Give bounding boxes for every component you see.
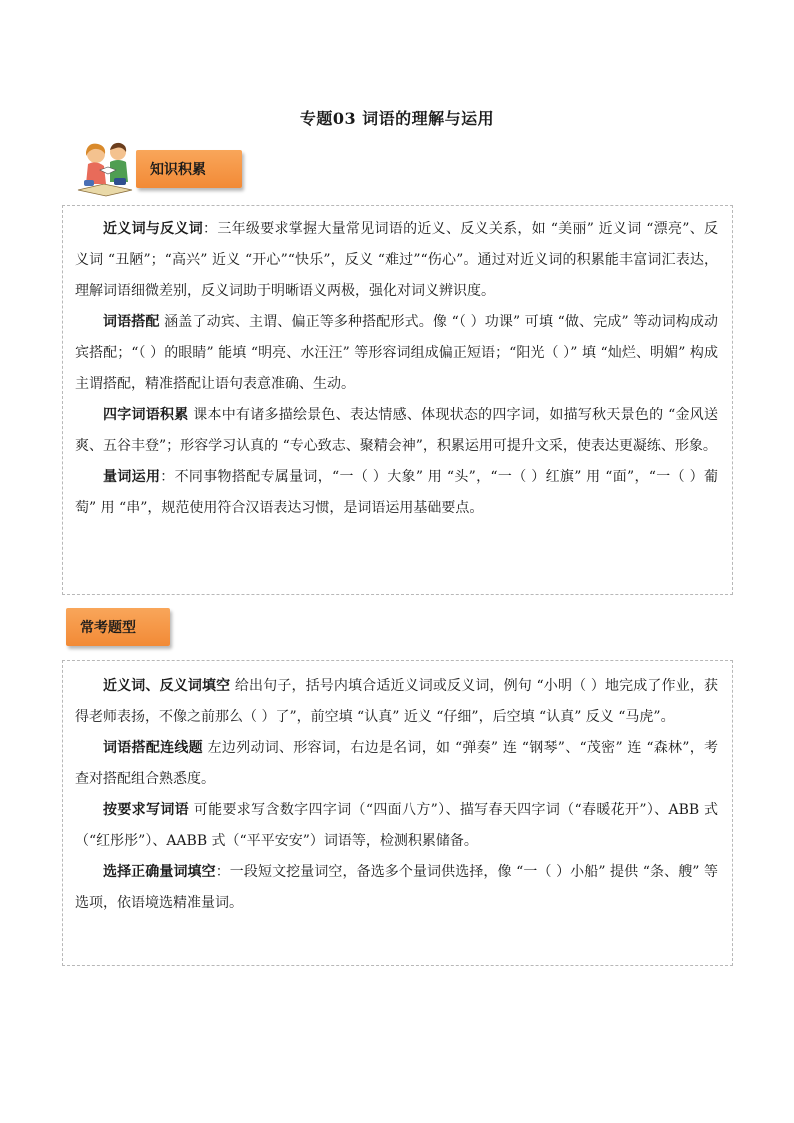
knowledge-paragraph [75,462,718,524]
children-reading-illustration [74,140,136,198]
knowledge-paragraph [75,307,718,400]
question-paragraph [75,671,718,733]
para-heading: 量词运用 [103,469,161,485]
para-body: 可能要求写含数字四字词（“四面八方”）、描写春天四字词（“春暖花开”）、ABB 式（“红彤彤”）、AABB 式（“平平安安”）词语等，检测积累储备。 [75,802,718,849]
section-tag-knowledge: 知识积累 [136,150,242,188]
para-heading: 词语搭配 [103,314,160,330]
para-body: 涵盖了动宾、主谓、偏正等多种搭配形式。像 “（ ）功课” 可填 “做、完成” 等动词构成动宾搭配；“（ ）的眼睛” 能填 “明亮、水汪汪” 等形容词组成偏正短语；“阳光（ ）” 填 “灿烂、明媚” 构成主谓搭配，精准搭配让语句表意准确、生动。 [75,314,719,392]
para-body: ：三年级要求掌握大量常见词语的近义、反义关系，如 “美丽” 近义词 “漂亮”、反义词 “丑陋”；“高兴” 近义 “开心”“快乐”，反义 “难过”“伤心”。通过对近义词的积累能丰富词汇表达，理解词语细微差别，反义词助于明晰语义两极，强化对词义辨识度。 [75,221,718,299]
para-heading: 四字词语积累 [103,407,189,423]
para-heading: 选择正确量词填空 [103,864,216,880]
question-paragraph [75,857,718,919]
para-body: 左边列动词、形容词，右边是名词，如 “弹奏” 连 “钢琴”、“茂密” 连 “森林”，考查对搭配组合熟悉度。 [75,740,718,787]
para-body: 课本中有诸多描绘景色、表达情感、体现状态的四字词，如描写秋天景色的 “金风送爽、五谷丰登”；形容学习认真的 “专心致志、聚精会神”，积累运用可提升文采，使表达更凝练、形象。 [75,407,719,454]
knowledge-paragraph [75,214,718,307]
question-types-box [62,660,733,966]
knowledge-paragraph [75,400,718,462]
para-body: ：不同事物搭配专属量词，“一（ ）大象” 用 “头”，“一（ ）红旗” 用 “面”，“一（ ）葡萄” 用 “串”，规范使用符合汉语表达习惯，是词语运用基础要点。 [75,469,718,516]
knowledge-box [62,205,733,595]
para-heading: 近义词与反义词 [103,221,204,237]
para-body: 给出句子，括号内填合适近义词或反义词，例句 “小明（ ）地完成了作业，获得老师表扬，不像之前那么（ ）了”，前空填 “认真” 近义 “仔细”，后空填 “认真” 反义 “马虎”。 [75,678,718,725]
para-heading: 按要求写词语 [103,802,190,818]
question-paragraph [75,795,718,857]
page-title: 专题03 词语的理解与运用 [299,109,495,128]
para-body: ：一段短文挖量词空，备选多个量词供选择，像 “一（ ）小船” 提供 “条、艘” 等选项，依语境选精准量词。 [75,864,718,911]
para-heading: 近义词、反义词填空 [103,678,231,694]
section-tag-question-types: 常考题型 [66,608,170,646]
question-paragraph [75,733,718,795]
para-heading: 词语搭配连线题 [103,740,203,756]
